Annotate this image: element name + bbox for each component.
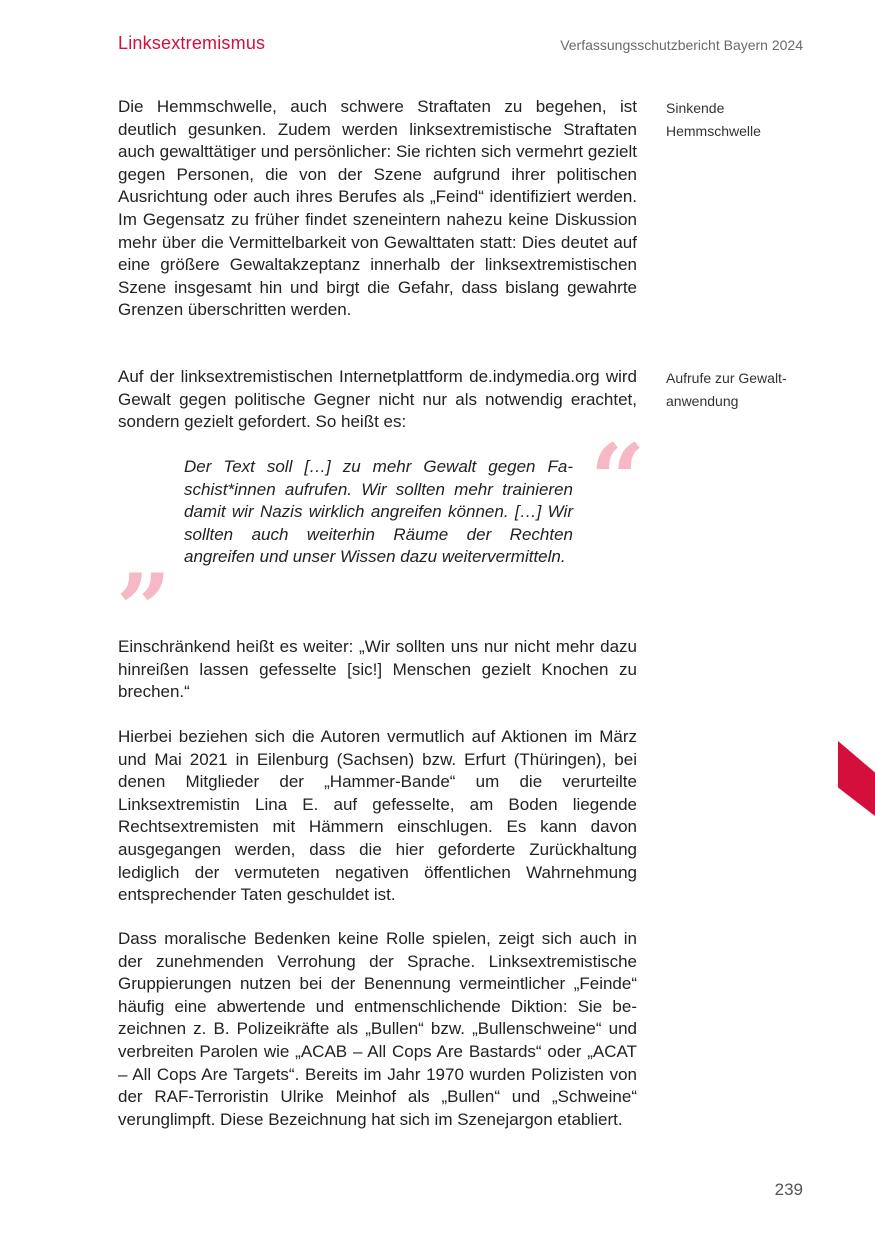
close-quote-mark: ” [116,553,172,666]
open-quote-mark: “ [590,423,646,536]
chapter-tab-marker [838,741,875,816]
margin-note: Aufrufe zur Gewalt- anwendung [666,370,787,409]
paragraph: Auf der linksextremistischen Internetplattform de.indymedia.org wird Gewalt gegen politische Gegner nicht nur als notwendig erachtet, sondern gezielt gefordert. So heißt es: [118,367,637,432]
paragraph: Einschränkend heißt es weiter: „Wir sollten uns nur nicht mehr dazu hinreißen lassen gefesselte [sic!] Menschen gezielt Knochen zu brechen.“ [118,637,637,702]
header-section: Linksextremismus [118,33,266,53]
paragraph: Die Hemmschwelle, auch schwere Straftaten zu begehen, ist deutlich gesunken. Zudem werden linksextremistische Straftaten auch gewalttätiger und persönlicher: Sie richten sich vermehrt gezielt gegen Personen, die von der Szene aufgrund ihrer politischen Ausrichtung oder auch ihres Berufes als „Feind“ identifiziert werden. Im Gegensatz zu früher findet szeneintern nahezu keine Diskussion mehr über die Vermittelbarkeit von Gewalttaten statt: Dies deutet auf eine größere Gewaltakzeptanz innerhalb der linksextremistischen Szene insgesamt hin und birgt die Gefahr, dass bislang gewahrte Grenzen überschritten werden. [118,97,637,320]
page-number: 239 [774,1180,803,1199]
paragraph: Hierbei beziehen sich die Autoren vermutlich auf Aktionen im März und Mai 2021 in Eilenburg (Sachsen) bzw. Erfurt (Thüringen), bei denen Mitglieder der „Hammer-Bande“ um die verurteilte Linksextremistin Lina E. auf gefesselte, am Boden liegende Rechtsextremisten mit Hämmern einschlugen. Es kann davon ausgegangen werden, dass die hier geforderte Zurückhaltung lediglich der vermuteten negativen öffentlichen Wahrnehmung entsprechender Taten geschuldet ist. [118,727,637,905]
paragraph: Dass moralische Bedenken keine Rolle spielen, zeigt sich auch in der zunehmenden Verrohung der Sprache. Linksextremistische Gruppierungen nutzen bei der Benennung vermeintlicher „Feinde“ häufig eine abwertende und entmenschlichende Diktion: Sie bezeichnen z. B. Polizeikräfte als „Bullen“ bzw. „Bullenschweine“ und verbreiten Parolen wie „ACAB – All Cops Are Bastards“ oder „ACAT – All Cops Are Targets“. Bereits im Jahr 1970 wurden Polizisten von der RAF-Terroristin Ulrike Meinhof als „Bullen“ und „Schweine“ verunglimpft. Diese Bezeichnung hat sich im Szenejargon etabliert. [118,929,637,1129]
margin-note: Sinkende Hemmschwelle [666,100,761,139]
blockquote: Der Text soll […] zu mehr Gewalt gegen Faschist*innen aufrufen. Wir sollten mehr trainieren damit wir Nazis wirklich angreifen können. […] Wir sollten auch weiterhin Räume der Rechten angreifen und unser Wissen dazu weitervermitteln. [184,457,573,567]
header-publication-title: Verfassungsschutzbericht Bayern 2024 [560,37,803,53]
